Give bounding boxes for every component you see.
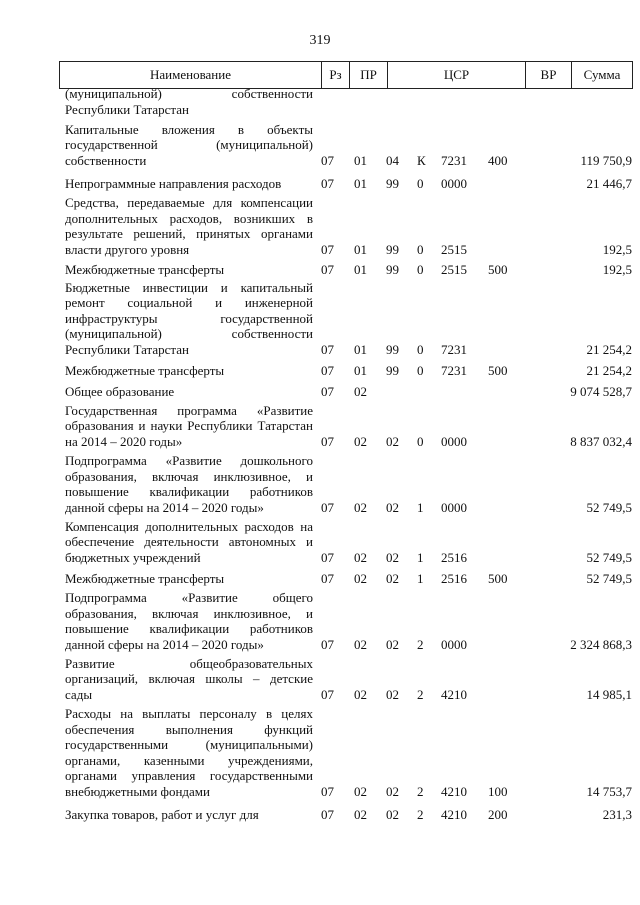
cell-pp: 0 <box>417 241 424 257</box>
row-name <box>65 280 313 358</box>
cell-code: 4210 <box>441 686 467 702</box>
cell-code: 0000 <box>441 499 467 515</box>
row-name <box>65 571 313 587</box>
row-name-line: Бюджетные инвестиции и капитальный <box>65 279 313 295</box>
row-name-line: данной сферы на 2014 – 2020 годы» <box>65 636 264 652</box>
row-name <box>65 262 313 278</box>
cell-gp: 02 <box>386 433 399 449</box>
cell-rz: 07 <box>321 686 334 702</box>
table-row <box>0 262 640 278</box>
row-name-line: обеспечения выполнения функций <box>65 721 313 737</box>
row-name-line: (муниципальной) собственности <box>65 86 313 101</box>
row-name-line: органами управления государственными <box>65 768 313 783</box>
cell-code: 0000 <box>441 433 467 449</box>
cell-rz: 07 <box>321 636 334 652</box>
row-name-line: бюджетных учреждений <box>65 549 201 565</box>
cell-rz: 07 <box>321 570 334 586</box>
row-name-line: Республики Татарстан <box>65 341 189 357</box>
table-row <box>0 590 640 652</box>
cell-rz: 07 <box>321 261 334 277</box>
cell-pp: 0 <box>417 341 424 357</box>
row-name-line: образования, включая инклюзивное, и <box>65 468 313 484</box>
header-vr: ВР <box>526 62 572 88</box>
row-name <box>65 807 313 823</box>
cell-pr: 02 <box>354 549 367 565</box>
cell-sum: 9 074 528,7 <box>570 383 632 399</box>
row-name-line: инфраструктуры государственной <box>65 310 313 326</box>
row-name-line: Межбюджетные трансферты <box>65 261 225 277</box>
row-name-line: власти другого уровня <box>65 241 190 257</box>
row-name-line: Межбюджетные трансферты <box>65 570 225 586</box>
row-name-line: Закупка товаров, работ и услуг для <box>65 806 259 822</box>
row-name-line: Подпрограмма «Развитие общего <box>65 590 313 605</box>
header-name: Наименование <box>60 62 322 88</box>
table-row <box>0 453 640 515</box>
cell-sum: 192,5 <box>602 241 632 257</box>
table-row <box>0 86 640 117</box>
cell-gp: 02 <box>386 636 399 652</box>
cell-pp: 0 <box>417 261 424 277</box>
row-name <box>65 656 313 703</box>
row-name-line: органами, казенными учреждениями, <box>65 752 313 768</box>
row-name <box>65 453 313 515</box>
cell-pp: 0 <box>417 362 424 378</box>
row-name <box>65 86 313 117</box>
row-name-line: сады <box>65 686 93 702</box>
cell-vr: 500 <box>488 570 508 586</box>
cell-sum: 231,3 <box>602 806 632 822</box>
cell-pr: 02 <box>354 570 367 586</box>
cell-pr: 02 <box>354 783 367 799</box>
cell-sum: 21 254,2 <box>586 341 632 357</box>
cell-sum: 52 749,5 <box>586 499 632 515</box>
row-name <box>65 519 313 566</box>
cell-vr: 500 <box>488 362 508 378</box>
cell-rz: 07 <box>321 549 334 565</box>
table-row <box>0 571 640 587</box>
cell-pr: 02 <box>354 499 367 515</box>
cell-code: 2516 <box>441 549 467 565</box>
row-name-line: Непрограммные направления расходов <box>65 175 282 191</box>
cell-sum: 52 749,5 <box>586 549 632 565</box>
cell-sum: 192,5 <box>602 261 632 277</box>
row-name <box>65 590 313 652</box>
row-name-line: ремонт социальной и инженерной <box>65 295 313 310</box>
header-csr: ЦСР <box>388 62 526 88</box>
cell-gp: 99 <box>386 341 399 357</box>
table-row <box>0 656 640 703</box>
cell-gp: 02 <box>386 686 399 702</box>
row-name-line: (муниципальной) собственности <box>65 326 313 341</box>
cell-sum: 21 446,7 <box>586 175 632 191</box>
row-name <box>65 363 313 379</box>
row-name-line: образования и науки Республики Татарстан <box>65 418 313 433</box>
row-name-line: данной сферы на 2014 – 2020 годы» <box>65 499 264 515</box>
cell-code: 4210 <box>441 783 467 799</box>
row-name-line: государственной (муниципальной) <box>65 137 313 152</box>
cell-pr: 02 <box>354 383 367 399</box>
table-row <box>0 706 640 799</box>
row-name-line: Капитальные вложения в объекты <box>65 121 313 137</box>
row-name-line: собственности <box>65 152 147 168</box>
row-name-line: Средства, передаваемые для компенсации <box>65 195 313 210</box>
cell-sum: 21 254,2 <box>586 362 632 378</box>
cell-pr: 02 <box>354 636 367 652</box>
cell-rz: 07 <box>321 383 334 399</box>
cell-pp: 0 <box>417 433 424 449</box>
cell-rz: 07 <box>321 362 334 378</box>
cell-code: 7231 <box>441 362 467 378</box>
cell-pp: 2 <box>417 686 424 702</box>
page-number: 319 <box>309 33 331 48</box>
table-row <box>0 122 640 169</box>
row-name-line: обеспечение деятельности автономных и <box>65 534 313 549</box>
row-name-line: дополнительных расходов, возникших в <box>65 210 313 226</box>
cell-pr: 02 <box>354 806 367 822</box>
cell-code: 2515 <box>441 261 467 277</box>
cell-sum: 2 324 868,3 <box>570 636 632 652</box>
table-row <box>0 807 640 823</box>
row-name <box>65 384 313 400</box>
header-rz: Рз <box>322 62 350 88</box>
table-row <box>0 403 640 450</box>
row-name-line: Расходы на выплаты персоналу в целях <box>65 706 313 721</box>
cell-sum: 8 837 032,4 <box>570 433 632 449</box>
cell-sum: 119 750,9 <box>580 152 632 168</box>
cell-code: 0000 <box>441 636 467 652</box>
cell-pr: 02 <box>354 433 367 449</box>
cell-gp: 99 <box>386 261 399 277</box>
cell-rz: 07 <box>321 806 334 822</box>
cell-vr: 400 <box>488 152 508 168</box>
cell-pp: 0 <box>417 175 424 191</box>
cell-rz: 07 <box>321 241 334 257</box>
cell-rz: 07 <box>321 499 334 515</box>
cell-rz: 07 <box>321 175 334 191</box>
cell-rz: 07 <box>321 341 334 357</box>
row-name-line: Общее образование <box>65 383 175 399</box>
cell-rz: 07 <box>321 433 334 449</box>
table-row <box>0 384 640 400</box>
cell-pp: 2 <box>417 636 424 652</box>
row-name <box>65 706 313 799</box>
table-row <box>0 195 640 257</box>
header-sum: Сумма <box>583 67 621 82</box>
cell-gp: 99 <box>386 175 399 191</box>
cell-gp: 99 <box>386 362 399 378</box>
cell-pr: 01 <box>354 152 367 168</box>
row-name-line: результате решений, принятых органами <box>65 226 313 241</box>
cell-pp: 1 <box>417 549 424 565</box>
cell-pr: 01 <box>354 261 367 277</box>
cell-code: 7231 <box>441 341 467 357</box>
cell-code: 2516 <box>441 570 467 586</box>
cell-vr: 500 <box>488 261 508 277</box>
table-row <box>0 363 640 379</box>
cell-gp: 02 <box>386 549 399 565</box>
cell-gp: 02 <box>386 570 399 586</box>
header-pr: ПР <box>350 62 388 88</box>
cell-pp: 1 <box>417 499 424 515</box>
row-name-line: Межбюджетные трансферты <box>65 362 225 378</box>
row-name-line: Компенсация дополнительных расходов на <box>65 518 313 534</box>
cell-sum: 52 749,5 <box>586 570 632 586</box>
cell-sum: 14 753,7 <box>586 783 632 799</box>
row-name-line: государственными (муниципальными) <box>65 737 313 752</box>
cell-pp: 1 <box>417 570 424 586</box>
cell-pp: 2 <box>417 806 424 822</box>
row-name-line: Республики Татарстан <box>65 101 189 117</box>
row-name-line: Государственная программа «Развитие <box>65 402 313 418</box>
cell-pr: 01 <box>354 175 367 191</box>
cell-code: 2515 <box>441 241 467 257</box>
cell-rz: 07 <box>321 783 334 799</box>
cell-gp: 02 <box>386 499 399 515</box>
cell-pp: К <box>417 152 426 168</box>
cell-gp: 99 <box>386 241 399 257</box>
table-row <box>0 280 640 358</box>
row-name <box>65 122 313 169</box>
cell-rz: 07 <box>321 152 334 168</box>
cell-code: 0000 <box>441 175 467 191</box>
row-name-line: внебюджетными фондами <box>65 783 210 799</box>
cell-sum: 14 985,1 <box>586 686 632 702</box>
cell-pr: 01 <box>354 341 367 357</box>
row-name-line: на 2014 – 2020 годы» <box>65 433 183 449</box>
row-name <box>65 176 313 192</box>
cell-gp: 04 <box>386 152 399 168</box>
cell-code: 7231 <box>441 152 467 168</box>
cell-gp: 02 <box>386 783 399 799</box>
cell-pr: 01 <box>354 241 367 257</box>
row-name-line: Развитие общеобразовательных <box>65 655 313 671</box>
cell-vr: 200 <box>488 806 508 822</box>
cell-code: 4210 <box>441 806 467 822</box>
cell-pp: 2 <box>417 783 424 799</box>
row-name-line: повышение квалификации работников <box>65 621 313 636</box>
cell-pr: 01 <box>354 362 367 378</box>
row-name-line: организаций, включая школы – детские <box>65 671 313 686</box>
row-name-line: Подпрограмма «Развитие дошкольного <box>65 453 313 468</box>
row-name <box>65 403 313 450</box>
cell-pr: 02 <box>354 686 367 702</box>
row-name-line: повышение квалификации работников <box>65 484 313 499</box>
cell-gp: 02 <box>386 806 399 822</box>
row-name <box>65 195 313 257</box>
table-row <box>0 176 640 192</box>
row-name-line: образования, включая инклюзивное, и <box>65 605 313 621</box>
table-row <box>0 519 640 566</box>
cell-vr: 100 <box>488 783 508 799</box>
